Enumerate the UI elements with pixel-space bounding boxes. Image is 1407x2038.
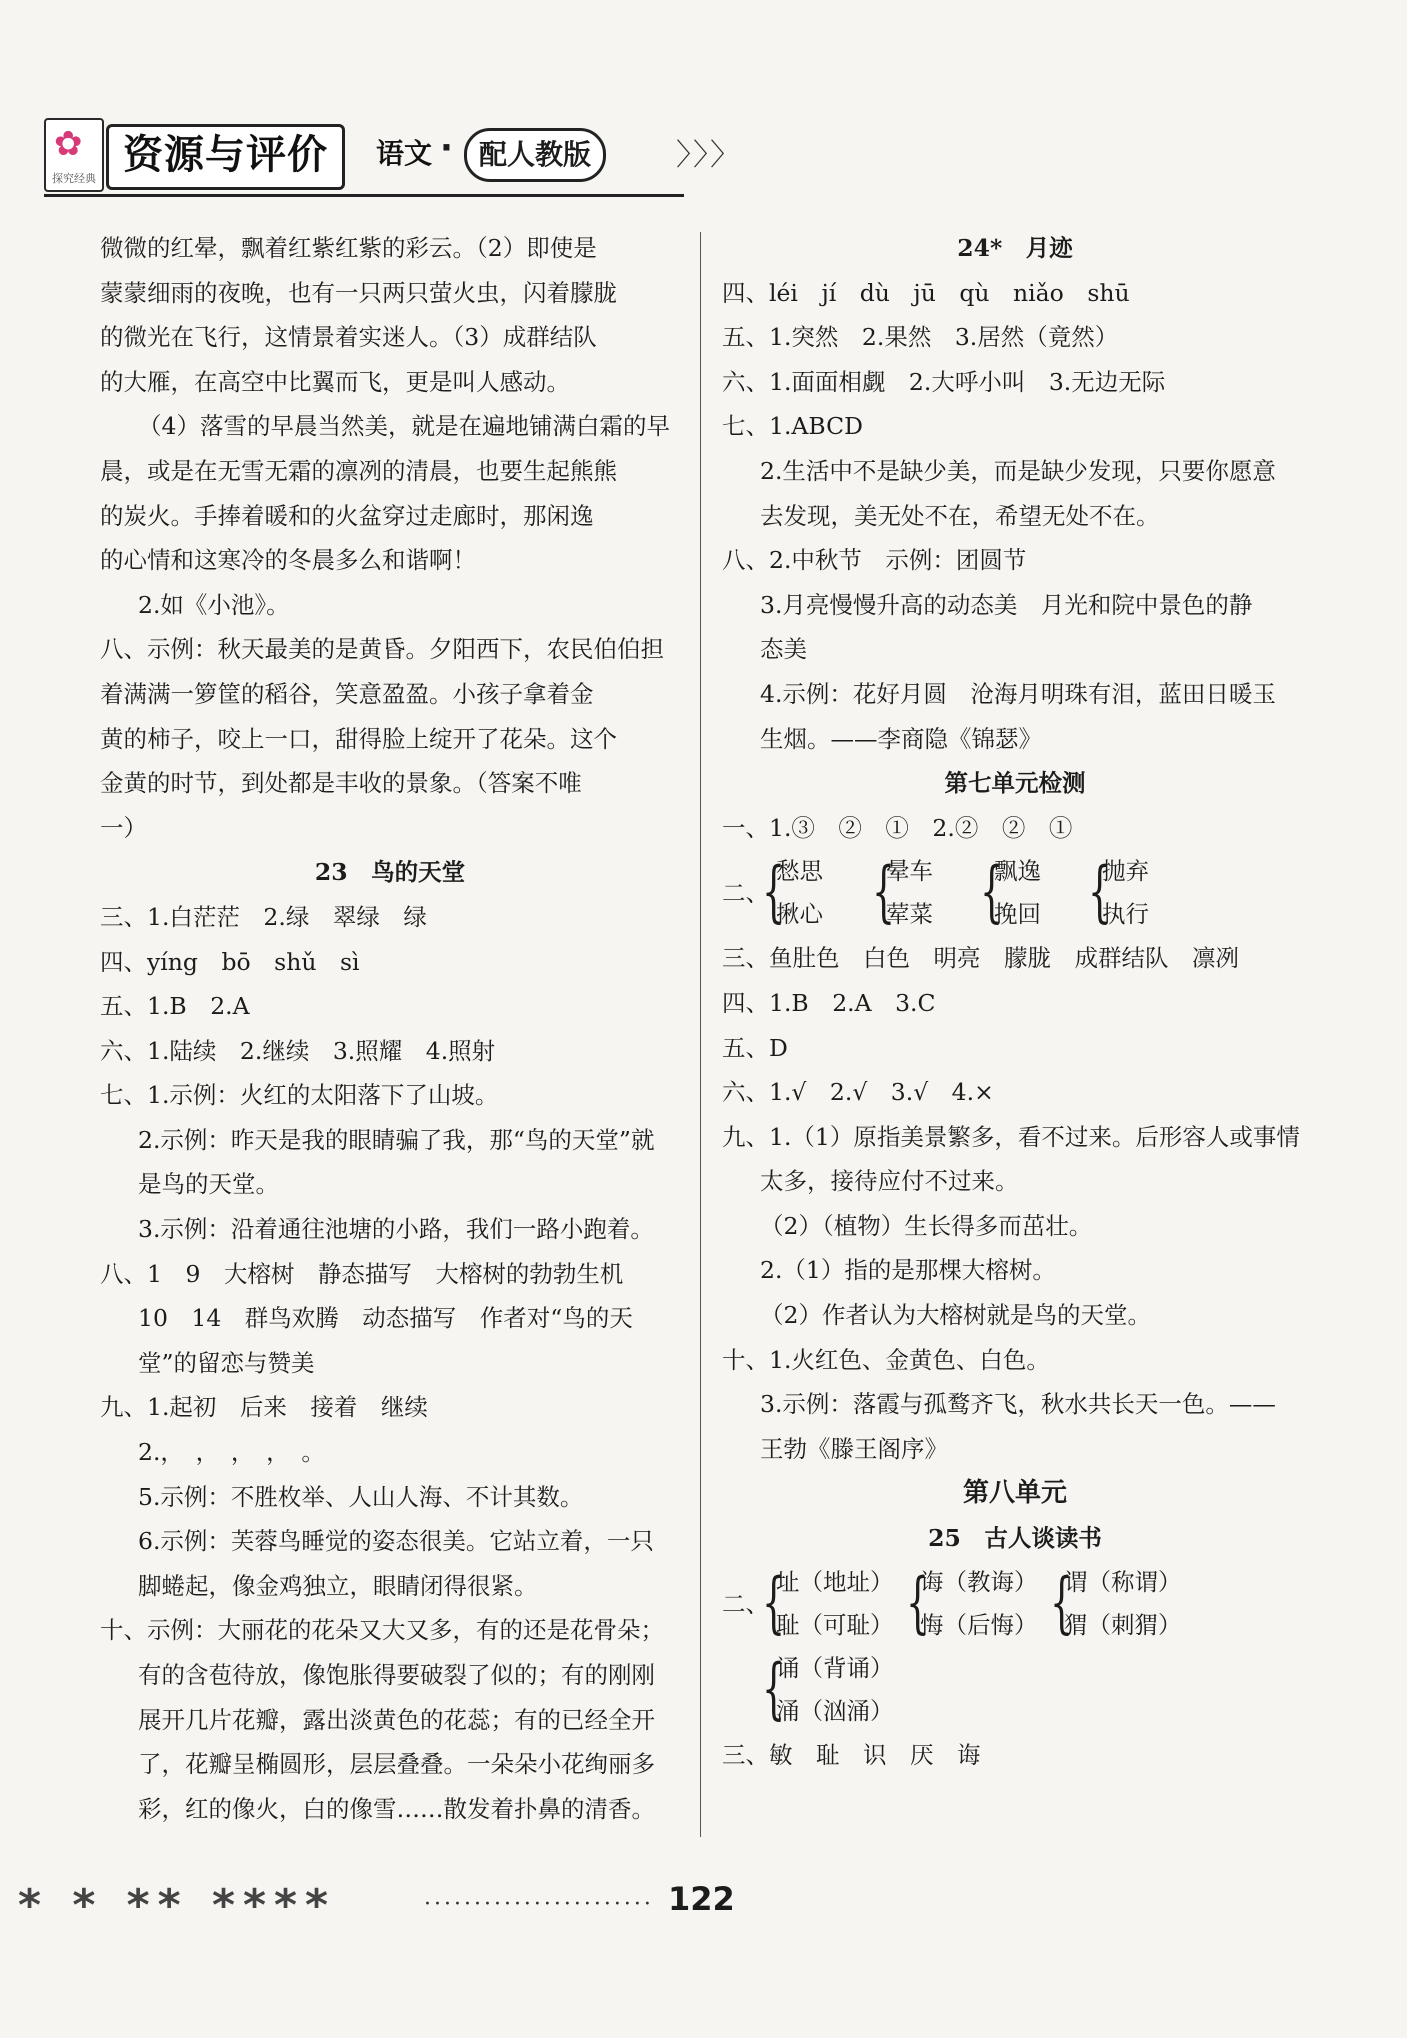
section-heading: 24* 月迹 [957,234,1073,262]
header-rule [44,194,684,197]
answer-final-extra [722,1647,1308,1733]
publisher-logo [44,118,104,192]
page-header [44,118,742,190]
answer-line: 2.生活中不是缺少美，而是缺少发现，只要你愿意 [760,456,1276,485]
answer-line: 七、1.示例：火红的太阳落下了山坡。 [100,1081,499,1110]
word: 涌（汹涌） [776,1696,894,1725]
answer-line: 展开几片花瓣，露出淡黄色的花蕊；有的已经全开 [138,1705,655,1734]
logo-text: 探究经典 [52,172,96,185]
word: 揪心 [776,900,823,929]
answer-line: 生烟。——李商隐《锦瑟》 [760,724,1042,753]
flower-icon: ✿ [54,124,83,164]
answers-section-24 [722,226,1308,850]
answer-line: 一） [100,813,147,842]
word: 荤菜 [886,900,933,929]
answers-section-unit7 [722,936,1308,1560]
section-heading: 25 古人谈读书 [928,1524,1102,1553]
brace-icon: { [762,1563,786,1641]
word: 址（地址） [776,1567,894,1596]
answer-line: 2.， ， ， ， 。 [138,1438,325,1467]
answer-line: 黄的柿子，咬上一口，甜得脸上绽开了花朵。这个 [100,724,617,753]
answer-line: 六、1.陆续 2.继续 3.照耀 4.照射 [100,1036,496,1065]
answer-line: 3.月亮慢慢升高的动态美 月光和院中景色的静 [760,590,1253,619]
answer-line: 九、1.起初 后来 接着 继续 [100,1393,428,1422]
word: 抛弃 [1102,857,1149,886]
answer-line: 三、敏 耻 识 厌 诲 [722,1740,981,1769]
chevron-right-icon: 〉〉〉 [676,138,742,173]
answer-line: 态美 [760,635,807,664]
brace-icon: { [1050,1563,1074,1641]
answer-line: 王勃《滕王阁序》 [760,1434,948,1463]
answer-line: 十、1.火红色、金黄色、白色。 [722,1345,1050,1374]
answer-line: 4.示例：花好月圆 沧海月明珠有泪，蓝田日暖玉 [760,679,1276,708]
column-divider [700,232,701,1837]
answer-q2-groups [722,850,1308,936]
answer-line: 5.示例：不胜枚举、人山人海、不计其数。 [138,1482,584,1511]
subject-label: 语文 [376,137,433,170]
word: 愁思 [776,857,823,886]
answer-line: 八、2.中秋节 示例：团圆节 [722,546,1027,575]
brace-icon: { [1088,853,1112,931]
brace-icon: { [872,853,896,931]
answer-line: 了，花瓣呈椭圆形，层层叠叠。一朵朵小花绚丽多 [138,1750,655,1779]
answer-line: 去发现，美无处不在，希望无处不在。 [760,501,1160,530]
answer-line: 晨，或是在无雪无霜的凛冽的清晨，也要生起熊熊 [100,456,617,485]
word: 诲（教诲） [920,1567,1038,1596]
answers-section-25 [722,1733,1308,1778]
right-column [722,226,1308,1777]
answer-line: 三、1.白茫茫 2.绿 翠绿 绿 [100,902,427,931]
answer-line: 九、1.（1）原指美景繁多，看不过来。后形容人或事情 [722,1122,1300,1151]
answer-line: （2）作者认为大榕树就是鸟的天堂。 [760,1301,1151,1330]
answer-line: 2.示例：昨天是我的眼睛骗了我，那“鸟的天堂”就 [138,1125,655,1154]
brace-icon: { [980,853,1004,931]
answer-line: 微微的红晕，飘着红紫红紫的彩云。（2）即使是 [100,234,597,262]
brace-icon: { [762,853,786,931]
answer-line: 五、D [722,1033,788,1062]
question-label: 二、 [722,879,769,908]
answer-line: 着满满一箩筐的稻谷，笑意盈盈。小孩子拿着金 [100,679,594,708]
book-title: 资源与评价 [106,124,345,190]
answer-line: 的炭火。手捧着暖和的火盆穿过走廊时，那闲逸 [100,501,594,530]
answer-line: 6.示例：芙蓉鸟睡觉的姿态很美。它站立着，一只 [138,1527,654,1556]
answer-line: （2）（植物）生长得多而茁壮。 [760,1211,1093,1240]
answer-line: 蒙蒙细雨的夜晚，也有一只两只萤火虫，闪着朦胧 [100,278,617,307]
answer-line: 八、1 9 大榕树 静态描写 大榕树的勃勃生机 [100,1259,624,1288]
answer-line: （4）落雪的早晨当然美，就是在遍地铺满白霜的早 [138,412,670,441]
section-heading: 第七单元检测 [944,769,1086,798]
word: 耻（可耻） [776,1610,894,1639]
word: 执行 [1102,900,1149,929]
answer-line: 三、鱼肚色 白色 明亮 朦胧 成群结队 凛冽 [722,944,1239,973]
answer-line: 的心情和这寒冷的冬晨多么和谐啊！ [100,546,476,575]
answer-line: 四、yíng bō shǔ sì [100,947,360,976]
answer-line: 六、1.面面相觑 2.大呼小叫 3.无边无际 [722,367,1166,396]
word: 谓（称谓） [1064,1567,1182,1596]
answer-line: 脚蜷起，像金鸡独立，眼睛闭得很紧。 [138,1571,538,1600]
word: 悔（后悔） [920,1610,1038,1639]
answer-line: 3.示例：沿着通往池塘的小路，我们一路小跑着。 [138,1215,654,1244]
title-separator: · [440,128,453,168]
answer-line: 是鸟的天堂。 [138,1170,279,1199]
word: 挽回 [994,900,1041,929]
answer-line: 十、示例：大丽花的花朵又大又多，有的还是花骨朵； [100,1616,664,1645]
question-label: 二、 [722,1589,769,1618]
answer-line: 3.示例：落霞与孤鹜齐飞，秋水共长天一色。—— [760,1390,1276,1419]
answer-line: 五、1.B 2.A [100,992,250,1021]
answer-line: 太多，接待应付不过来。 [760,1167,1019,1196]
answer-line: 的微光在飞行，这情景着实迷人。（3）成群结队 [100,323,597,352]
word: 飘逸 [994,857,1041,886]
left-column [100,226,680,1831]
answer-line: 八、示例：秋天最美的是黄昏。夕阳西下，农民伯伯担 [100,635,664,664]
section-heading: 23 鸟的天堂 [314,858,466,887]
page-number: 122 [668,1880,735,1918]
word: 猬（刺猬） [1064,1610,1182,1639]
answer-line: 金黄的时节，到处都是丰收的景象。（答案不唯 [100,769,582,798]
brace-icon: { [906,1563,930,1641]
answer-line: 六、1.√ 2.√ 3.√ 4.× [722,1078,994,1107]
answer-line: 四、1.B 2.A 3.C [722,988,936,1017]
edition-badge: 配人教版 [464,128,606,182]
footer-dot-leader: ······················· [424,1892,654,1917]
answer-line: 的大雁，在高空中比翼而飞，更是叫人感动。 [100,367,570,396]
answer-line: 四、léi jí dù jū qù niǎo shū [722,278,1130,307]
answer-line: 10 14 群鸟欢腾 动态描写 作者对“鸟的天 [138,1304,633,1333]
section-heading: 第八单元 [962,1478,1067,1509]
answer-line: 七、1.ABCD [722,412,863,441]
answer-line: 2.（1）指的是那棵大榕树。 [760,1256,1056,1285]
answer-line: 彩，红的像火，白的像雪……散发着扑鼻的清香。 [138,1794,655,1823]
answer-line: 五、1.突然 2.果然 3.居然（竟然） [722,323,1119,352]
word: 晕车 [886,857,933,886]
answer-line: 堂”的留恋与赞美 [138,1348,315,1377]
answer-line: 一、1.③ ② ① 2.② ② ① [722,813,1073,842]
word: 诵（背诵） [776,1653,894,1682]
answer-line: 2.如《小池》。 [138,590,290,619]
star-decoration-icon: * * ** **** [18,1880,337,1931]
answer-line: 有的含苞待放，像饱胀得要破裂了似的；有的刚刚 [138,1661,655,1689]
answer-final-groups [722,1561,1308,1647]
brace-icon: { [762,1649,786,1727]
